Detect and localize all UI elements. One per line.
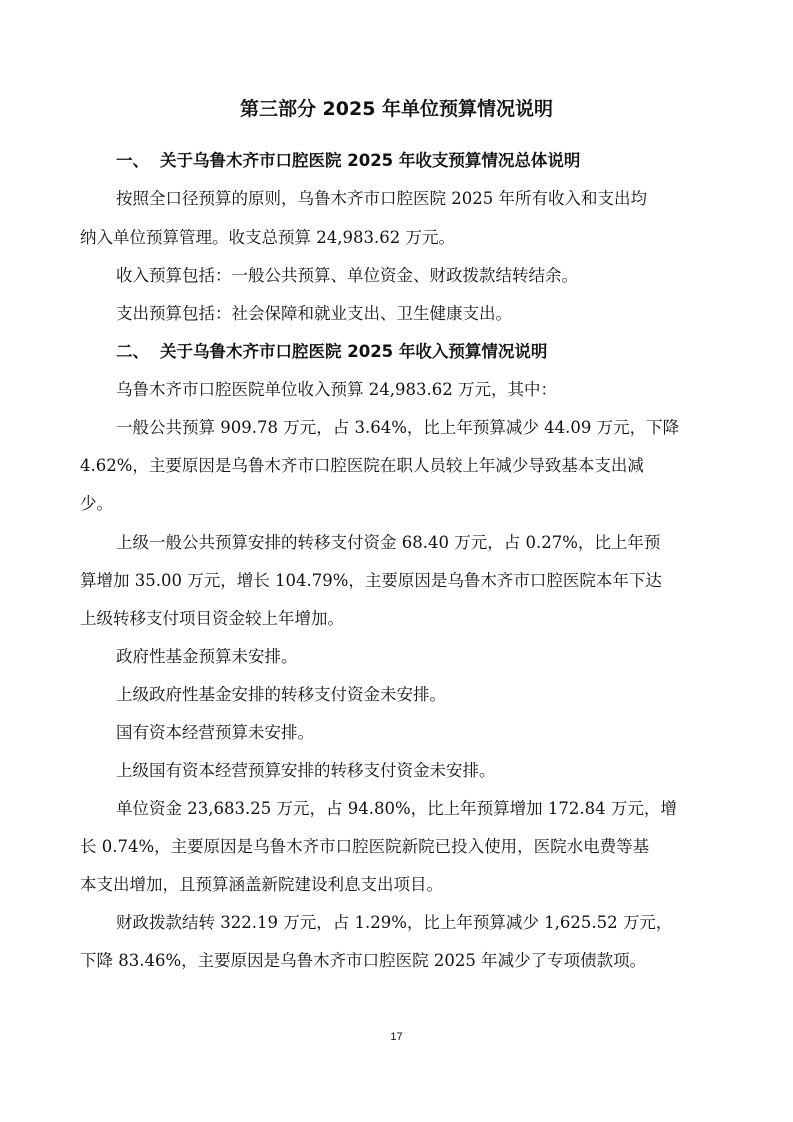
section-1-number: 一、 — [116, 151, 149, 170]
paragraph-line: 国有资本经营预算未安排。 — [116, 723, 314, 742]
paragraph-line: 上级政府性基金安排的转移支付资金未安排。 — [116, 685, 446, 704]
paragraph-line: 支出预算包括：社会保障和就业支出、卫生健康支出。 — [116, 304, 512, 323]
paragraph-line: 下降 83.46%，主要原因是乌鲁木齐市口腔医院 2025 年减少了专项债款项。 — [80, 951, 647, 970]
section-2-heading-text: 关于乌鲁木齐市口腔医院 2025 年收入预算情况说明 — [160, 342, 548, 361]
paragraph-line: 少。 — [80, 494, 113, 513]
paragraph-line: 长 0.74%，主要原因是乌鲁木齐市口腔医院新院已投入使用，医院水电费等基 — [80, 837, 650, 856]
paragraph-line: 单位资金 23,683.25 万元，占 94.80%，比上年预算增加 172.84 万元，增 — [116, 799, 677, 818]
paragraph-line: 算增加 35.00 万元，增长 104.79%，主要原因是乌鲁木齐市口腔医院本年下达 — [80, 571, 662, 590]
paragraph-line: 一般公共预算 909.78 万元，占 3.64%，比上年预算减少 44.09 万元，下降 — [116, 418, 680, 437]
paragraph-line: 纳入单位预算管理。收支总预算 24,983.62 万元。 — [80, 228, 455, 247]
paragraph-line: 乌鲁木齐市口腔医院单位收入预算 24,983.62 万元，其中： — [116, 380, 557, 399]
paragraph-line: 本支出增加，且预算涵盖新院建设利息支出项目。 — [80, 875, 443, 894]
section-2-heading — [116, 341, 720, 363]
page-title: 第三部分 2025 年单位预算情况说明 — [239, 98, 554, 120]
paragraph-line: 4.62%，主要原因是乌鲁木齐市口腔医院在职人员较上年减少导致基本支出减 — [80, 456, 644, 475]
paragraph-line: 政府性基金预算未安排。 — [116, 647, 298, 666]
section-2-number: 二、 — [116, 342, 149, 361]
page-number: 17 — [390, 1031, 403, 1043]
paragraph-line: 收入预算包括：一般公共预算、单位资金、财政拨款结转结余。 — [116, 266, 578, 285]
paragraph-line: 上级转移支付项目资金较上年增加。 — [80, 609, 344, 628]
section-1-heading — [116, 150, 720, 172]
paragraph-line: 上级一般公共预算安排的转移支付资金 68.40 万元，占 0.27%，比上年预 — [116, 533, 661, 552]
section-1-heading-text: 关于乌鲁木齐市口腔医院 2025 年收支预算情况总体说明 — [160, 151, 581, 170]
paragraph-line: 按照全口径预算的原则，乌鲁木齐市口腔医院 2025 年所有收入和支出均 — [116, 189, 647, 208]
paragraph-line: 上级国有资本经营预算安排的转移支付资金未安排。 — [116, 761, 496, 780]
paragraph-line: 财政拨款结转 322.19 万元，占 1.29%，比上年预算减少 1,625.52 万元， — [116, 913, 673, 932]
